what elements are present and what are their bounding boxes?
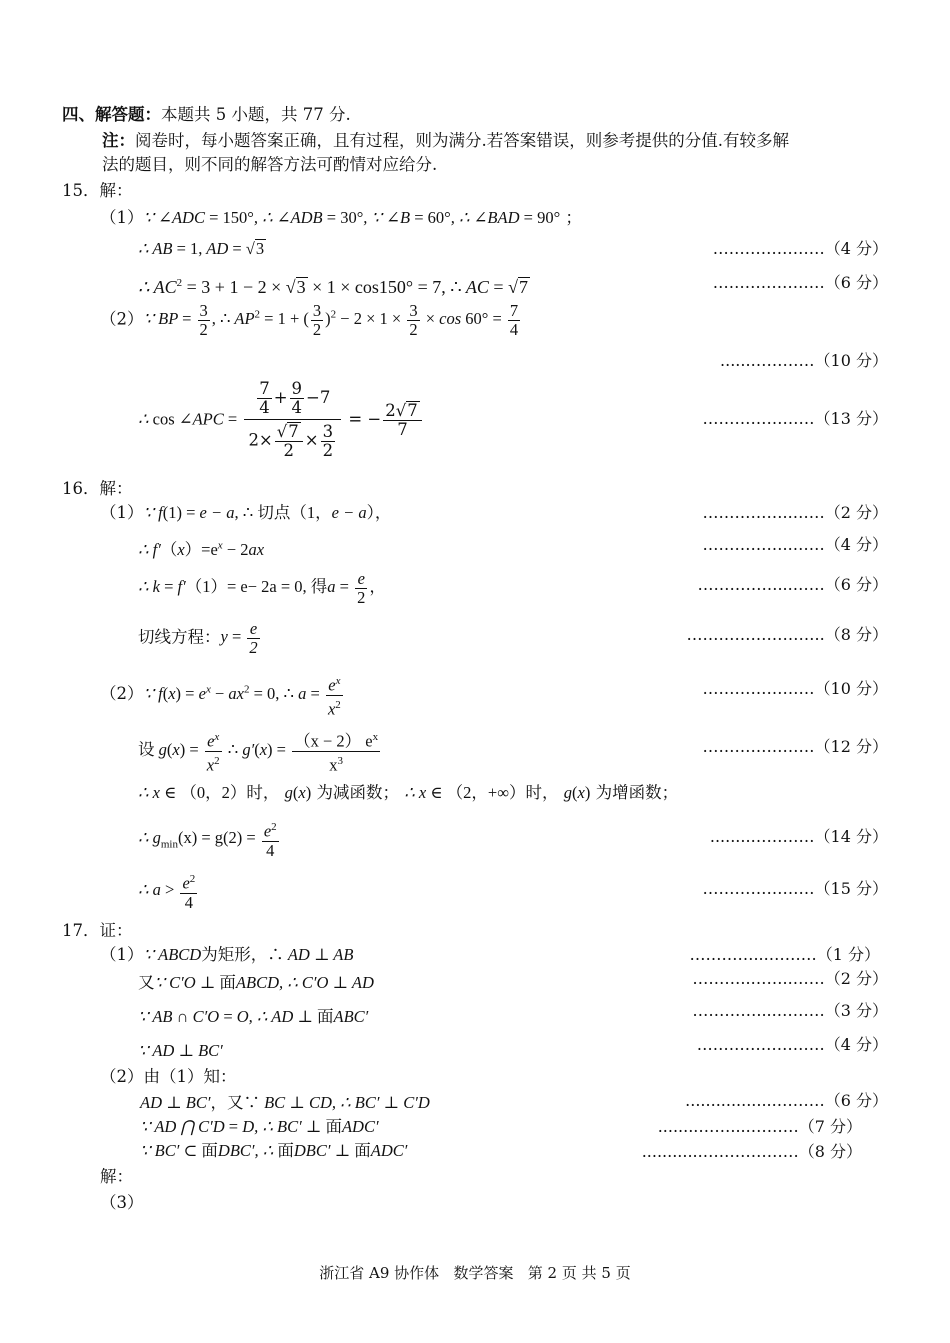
note-line-1 [102, 130, 789, 152]
q16-when-2: 时， [525, 783, 559, 802]
q16-score-15: …………………（15 分） [702, 879, 888, 898]
q17-step-1: （1）∵ ABCD为矩形，∴ AD ⊥ AB [100, 945, 354, 964]
q17-score-4: ……………………（4 分） [696, 1035, 888, 1054]
q17-score-7: ........……....………（7 分） [657, 1117, 862, 1136]
q15-part-2-label: （2） [100, 309, 144, 329]
q15-score-10: ......…………（10 分） [720, 351, 888, 370]
q15-step-4: （2）∵ BP = $\frac{3}{2}$ , ∴ $AP^2 = 1$ + ( $\frac{3}{2}$ )$^2$ − 2 × 1 × $\frac{3}{2}$ × cos 60° = $\frac{7}{4}$ [100, 301, 519, 339]
q16-when-1: 时， [246, 783, 280, 802]
q16-label: 16．解： [62, 479, 133, 498]
q16-dec-text: 为减函数； [316, 783, 399, 802]
q17-you-label: 又 [138, 973, 155, 992]
q16-tangent-label: 切线方程： [138, 627, 221, 647]
q15-step-1: （1）∵ ∠ADC = 150°, ∴ ∠ADB = 30°, ∵ ∠B = 60°, ∴ ∠BAD = 90° ； [100, 208, 582, 227]
q16-part-2-label: （2） [100, 683, 144, 703]
q17-step-6: AD ⊥ BC′，又∵ BC ⊥ CD, ∴ BC′ ⊥ C′D [140, 1093, 430, 1112]
q16-step-6: 设 g(x) = $\frac{e^x}{x^2}$ ∴ g′(x) = $\frac{(x - 2) e^x}{x^3}$ [138, 728, 382, 774]
q16-score-4: ……………..……（4 分） [702, 535, 888, 554]
q16-score-12: …………………（12 分） [702, 737, 888, 756]
q16-step-3: ∴ k = f′（1）= e− 2a = 0, 得a = $\frac{e}{2}$ ， [138, 569, 386, 607]
q17-part-2-label: （2） [100, 1067, 144, 1086]
q17-from-label: 由（1）知： [143, 1067, 237, 1086]
section-title: 四、解答题： [62, 105, 161, 124]
q15-label: 15．解： [62, 181, 133, 200]
q16-step-1: （1）∵ f(1) = e − a, ∴ 切点（1，e − a）， [100, 503, 392, 522]
q16-step-9: ∴ a > $\frac{e^2}{4}$ [138, 870, 199, 912]
q16-part-1-label: （1） [100, 503, 144, 522]
q16-step-2: ∴ $f'(x)=e^x - 2ax$ [138, 539, 265, 559]
q16-step-8: ∴ $g_{min}(x) = g(2)$ = $\frac{e^2}{4}$ [138, 818, 281, 860]
q16-step-4: 切线方程：y = $\frac{e}{2}$ [138, 619, 258, 657]
q15-score-6: …………………（6 分） [712, 273, 888, 292]
section-heading [62, 104, 351, 126]
q17-part-1-label: （1） [100, 945, 144, 964]
q15-part-1-label: （1） [100, 208, 144, 227]
q16-score-2: ……………..……（2 分） [702, 503, 888, 522]
q17-solution-label: 解： [100, 1167, 133, 1186]
q16-score-10: …………………（10 分） [702, 679, 888, 698]
q17-score-3: …………....………（3 分） [692, 1001, 888, 1020]
note-line-2: 法的题目，则不同的解答方法可酌情对应给分. [102, 155, 438, 174]
q15-score-4: …………………（4 分） [712, 239, 888, 258]
note-text-1: 阅卷时，每小题答案正确，且有过程，则为满分.若答案错误，则参考提供的分值.有较多解 [135, 131, 789, 150]
q16-inc-text: 为增函数； [595, 783, 679, 802]
q17-score-1: …………...………（1 分） [689, 945, 880, 964]
q17-step-7: ∵ AD ⋂ C′D = D, ∴ BC′ ⊥ 面ADC′ [140, 1117, 379, 1136]
section-title-rest: 本题共 5 小题，共 77 分. [161, 105, 351, 124]
q16-score-14: ........…………（14 分） [709, 827, 888, 846]
q16-step-5: （2）∵ $f(x) = e^x - ax^2 = 0$, ∴ a = $\frac{e^x}{x^2}$ [100, 672, 345, 718]
q17-label: 17．证： [62, 921, 133, 940]
q15-step-2: ∴ AB = 1, AD = √3 [138, 239, 265, 258]
q17-score-8: ............………………（8 分） [641, 1142, 862, 1161]
q16-step-7: ∴ x ∈ （0，2）时， g(x) 为减函数； ∴ x ∈ （2，+∞）时， g(x) 为增函数； [138, 783, 679, 802]
q17-step-5 [100, 1066, 237, 1088]
q15-score-13: …………………（13 分） [702, 409, 888, 428]
q16-score-6: ……………...……（6 分） [697, 575, 888, 594]
q15-step-3: ∴ $AC^2 = 3 + 1 - 2 \times √3 \times 1 \times \cos 150^\circ = 7$, ∴ AC = √7 [138, 277, 528, 297]
q16-score-8: ……………………..（8 分） [686, 625, 888, 644]
q17-step-2: 又∵ C′O ⊥ 面ABCD, ∴ C′O ⊥ AD [138, 973, 374, 992]
q17-step-8: ∵ BC′ ⊂ 面DBC′, ∴ 面DBC′ ⊥ 面ADC′ [140, 1141, 408, 1160]
q17-step-4: ∵ AD ⊥ BC′ [138, 1041, 223, 1060]
q17-part-3-label: （3） [100, 1193, 144, 1212]
q17-score-6: ..................………（6 分） [685, 1091, 888, 1110]
q16-set-label: 设 [138, 739, 155, 759]
q15-step-5: ∴ cos ∠APC = $\frac{7}{4}$ + $\frac{9}{4}$ −7 2× $\frac{√7}{2}$ × $\frac{3}{2}$ = − $\frac{2√7}{7}$ [138, 378, 424, 462]
page-footer: 浙江省 A9 协作体 数学答案 第 2 页 共 5 页 [319, 1264, 631, 1282]
q17-step-3: ∵ AB ∩ C′O = O, ∴ AD ⊥ 面ABC′ [138, 1007, 369, 1026]
note-label: 注： [102, 131, 135, 150]
q17-score-2: ………..……..……（2 分） [692, 969, 888, 988]
